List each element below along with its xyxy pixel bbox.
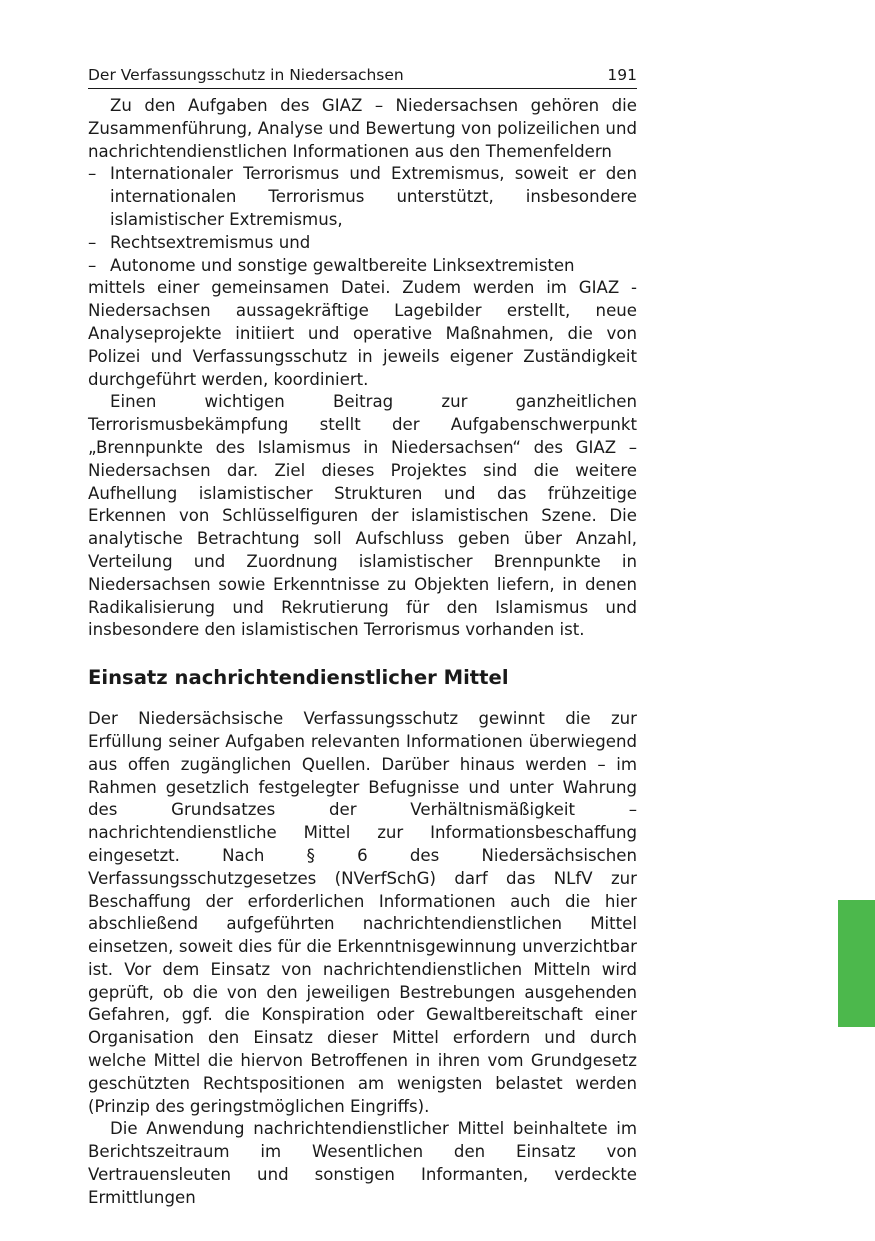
list-item-text: Internationaler Terrorismus und Extremismus, soweit er den internationalen Terrorismus unterstützt, insbesondere islamistischer Extremismus,	[110, 164, 637, 229]
chapter-thumb-tab	[838, 900, 875, 1027]
list-item	[88, 163, 637, 231]
topic-list	[88, 163, 637, 277]
list-item	[88, 232, 637, 255]
list-item	[88, 255, 637, 278]
running-title: Der Verfassungsschutz in Niedersachsen	[88, 66, 404, 84]
page	[88, 64, 637, 1210]
mittel-paragraph-2: Die Anwendung nachrichtendienstlicher Mittel beinhaltete im Berichtszeitraum im Wesentlichen den Einsatz von Vertrauensleuten und sonstigen Informanten, verdeckte Ermittlungen	[88, 1119, 637, 1207]
section-heading: Einsatz nachrichtendienstlicher Mittel	[88, 666, 509, 690]
dash-marker: –	[88, 232, 97, 252]
running-header	[88, 64, 637, 89]
giaz-continuation-paragraph: mittels einer gemeinsamen Datei. Zudem werden im GIAZ - Niedersachsen aussagekräftige Lagebilder erstellt, neue Analyseprojekte initiiert und operative Maßnahmen, die von Polizei und Verfassungsschutz in jeweils eigener Zuständigkeit durchgeführt werden, koordiniert.	[88, 278, 637, 389]
dash-marker: –	[88, 164, 97, 184]
body-text	[88, 95, 637, 1210]
brennpunkte-paragraph: Einen wichtigen Beitrag zur ganzheitlichen Terrorismusbekämpfung stellt der Aufgabenschwerpunkt „Brennpunkte des Islamismus in Niedersachsen“ des GIAZ – Niedersachsen dar. Ziel dieses Projektes sind die weitere Aufhellung islamistischer Strukturen und das frühzeitige Erkennen von Schlüsselfiguren der islamistischen Szene. Die analytische Betrachtung soll Aufschluss geben über Anzahl, Verteilung und Zuordnung islamistischer Brennpunkte in Niedersachsen sowie Erkenntnisse zu Objekten liefern, in denen Radikalisierung und Rekrutierung für den Islamismus und insbesondere den islamistischen Terrorismus vorhanden ist.	[88, 392, 637, 640]
page-number: 191	[607, 66, 637, 84]
mittel-paragraph-1: Der Niedersächsische Verfassungsschutz gewinnt die zur Erfüllung seiner Aufgaben relevanten Informationen überwiegend aus offen zugänglichen Quellen. Darüber hinaus werden – im Rahmen gesetzlich festgelegter Befugnisse und unter Wahrung des Grundsatzes der Verhältnismäßigkeit – nachrichtendienstliche Mittel zur Informationsbeschaffung eingesetzt. Nach § 6 des Niedersächsischen Verfassungsschutzgesetzes (NVerfSchG) darf das NLfV zur Beschaffung der erforderlichen Informationen auch die hier abschließend aufgeführten nachrichtendienstlichen Mittel einsetzen, soweit dies für die Erkenntnisgewinnung unverzichtbar ist. Vor dem Einsatz von nachrichtendienstlichen Mitteln wird geprüft, ob die von den jeweiligen Bestrebungen ausgehenden Gefahren, ggf. die Konspiration oder Gewaltbereitschaft einer Organisation den Einsatz dieser Mittel erfordern und durch welche Mittel die hiervon Betroffenen in ihren vom Grundgesetz geschützten Rechtspositionen am wenigsten belastet werden (Prinzip des geringstmöglichen Eingriffs).	[88, 709, 637, 1116]
giaz-intro-paragraph: Zu den Aufgaben des GIAZ – Niedersachsen gehören die Zusammenführung, Analyse und Bewertung von polizeilichen und nachrichtendienstlichen Informationen aus den Themenfeldern	[88, 96, 637, 161]
list-item-text: Rechtsextremismus und	[110, 232, 311, 252]
dash-marker: –	[88, 255, 97, 275]
list-item-text: Autonome und sonstige gewaltbereite Linksextremisten	[110, 255, 575, 275]
